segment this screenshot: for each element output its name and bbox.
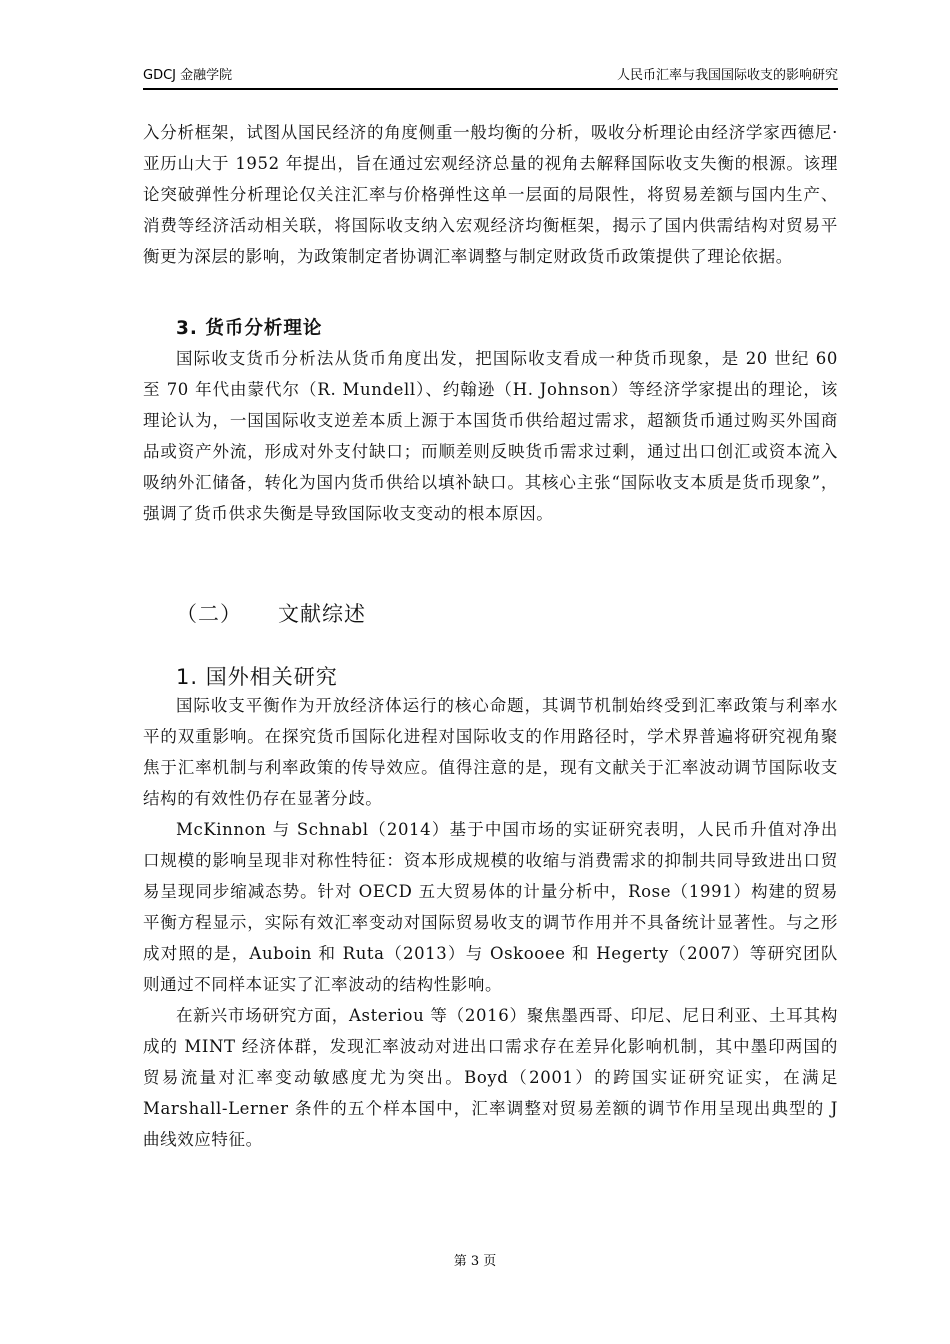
monetary-theory-block [143,343,838,529]
header-institution: GDCJ 金融学院 [143,68,233,83]
paragraph-foreign-2: McKinnon 与 Schnabl（2014）基于中国市场的实证研究表明，人民币升值对净出口规模的影响呈现非对称性特征：资本形成规模的收缩与消费需求的抑制共同导致进出口贸易呈现同步缩减态势。针对 OECD 五大贸易体的计量分析中，Rose（1991）构建的贸易平衡方程显示，实际有效汇率变动对国际贸易收支的调节作用并不具备统计显著性。与之形成对照的是，Auboin 和 Ruta（2013）与 Oskooee 和 Hegerty（2007）等研究团队则通过不同样本证实了汇率波动的结构性影响。 [143,820,838,994]
page-number: 第 3 页 [453,1254,497,1269]
header-title: 人民币汇率与我国国际收支的影响研究 [616,68,838,83]
absorption-theory-block [143,117,838,272]
section-number: （二） [176,602,242,626]
paragraph-foreign-3: 在新兴市场研究方面，Asteriou 等（2016）聚焦墨西哥、印尼、尼日利亚、土耳其构成的 MINT 经济体群，发现汇率波动对进出口需求存在差异化影响机制，其中墨印两国的贸易流量对汇率变动敏感度尤为突出。Boyd（2001）的跨国实证研究证实，在满足 Marshall-Lerner 条件的五个样本国中，汇率调整对贸易差额的调节作用呈现出典型的 J 曲线效应特征。 [143,1006,838,1149]
heading-foreign-research: 1. 国外相关研究 [176,665,338,689]
section-heading-literature-review [176,598,366,628]
header-divider [143,88,838,90]
paragraph-foreign-1: 国际收支平衡作为开放经济体运行的核心命题，其调节机制始终受到汇率政策与利率水平的双重影响。在探究货币国际化进程对国际收支的作用路径时，学术界普遍将研究视角聚焦于汇率机制与利率政策的传导效应。值得注意的是，现有文献关于汇率波动调节国际收支结构的有效性仍存在显著分歧。 [143,696,838,808]
section-title: 文献综述 [278,602,366,626]
heading-monetary-theory: 3. 货币分析理论 [176,318,323,339]
foreign-research-block [143,690,838,1155]
paragraph-absorption: 入分析框架，试图从国民经济的角度侧重一般均衡的分析，吸收分析理论由经济学家西德尼·亚历山大于 1952 年提出，旨在通过宏观经济总量的视角去解释国际收支失衡的根源。该理论突破弹性分析理论仅关注汇率与价格弹性这单一层面的局限性，将贸易差额与国内生产、消费等经济活动相关联，将国际收支纳入宏观经济均衡框架，揭示了国内供需结构对贸易平衡更为深层的影响，为政策制定者协调汇率调整与制定财政货币政策提供了理论依据。 [143,123,838,266]
paragraph-monetary: 国际收支货币分析法从货币角度出发，把国际收支看成一种货币现象，是 20 世纪 60 至 70 年代由蒙代尔（R. Mundell）、约翰逊（H. Johnson）等经济学家提出的理论，该理论认为，一国国际收支逆差本质上源于本国货币供给超过需求，超额货币通过购买外国商品或资产外流，形成对外支付缺口；而顺差则反映货币需求过剩，通过出口创汇或资本流入吸纳外汇储备，转化为国内货币供给以填补缺口。其核心主张“国际收支本质是货币现象”，强调了货币供求失衡是导致国际收支变动的根本原因。 [143,349,838,523]
